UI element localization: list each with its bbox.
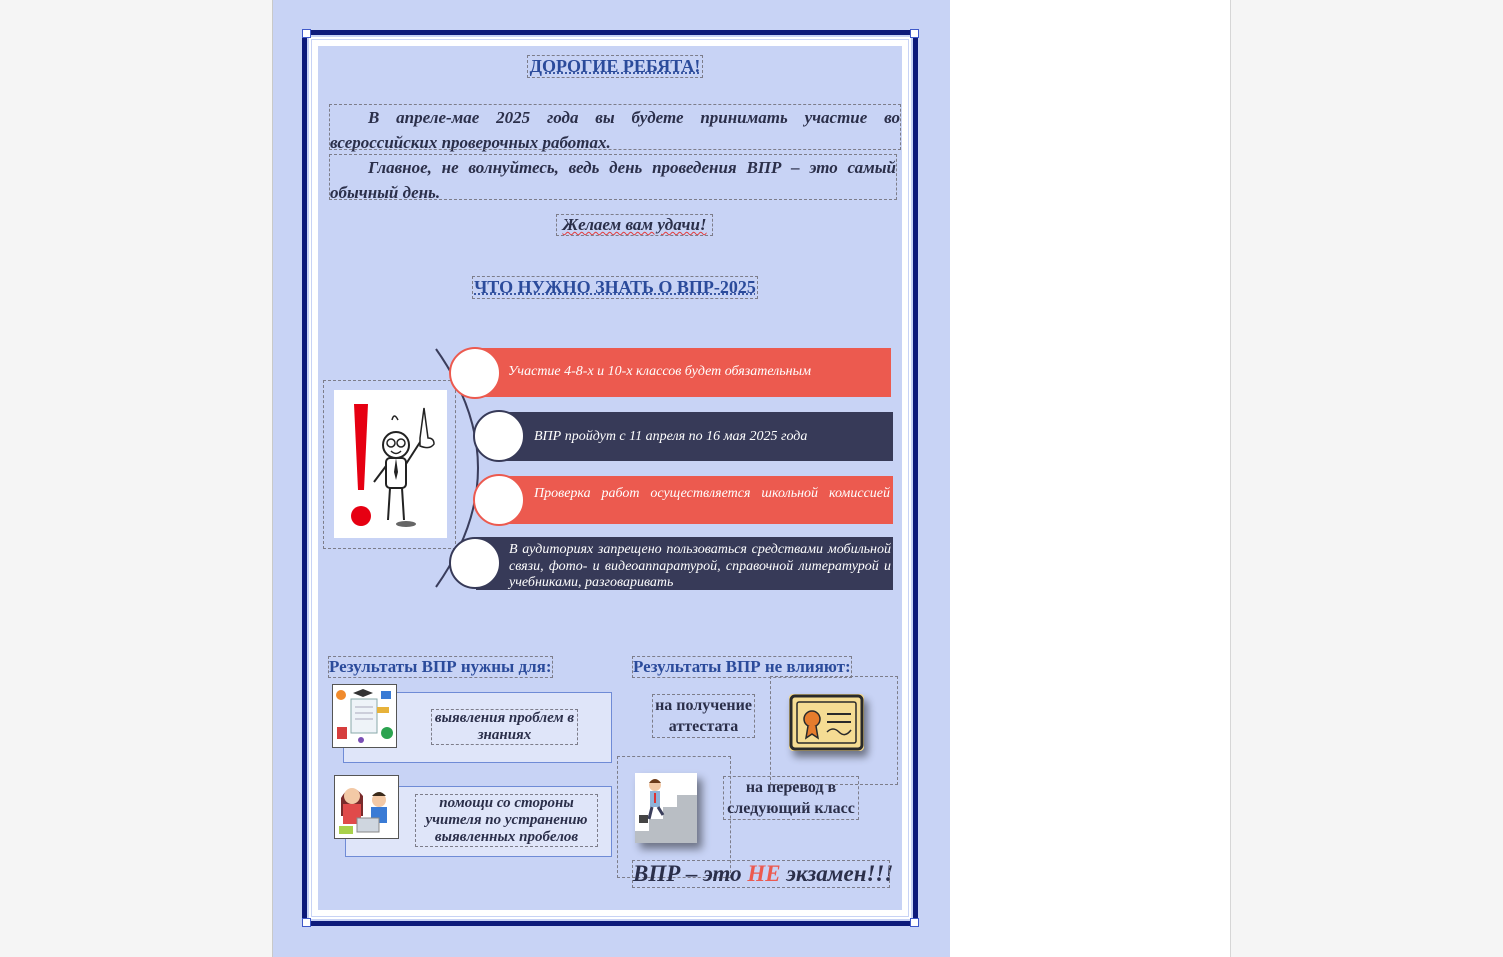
- info-item-4-text: В аудиториях запрещено пользоваться средствами мобильной связи, фото- и видеоаппаратурой, справочной литературой и учебниками, разговаривать: [509, 542, 891, 590]
- stairs-climb-icon: [635, 773, 697, 843]
- wish-text: Желаем вам удачи!: [557, 215, 712, 235]
- teacher-student-icon: [334, 775, 399, 839]
- results-no-effect-title: Результаты ВПР не влияют:: [633, 657, 851, 676]
- info-item-3-marker: [473, 474, 525, 526]
- slogan-prefix: ВПР – это: [633, 861, 748, 886]
- slogan-suffix: экзамен!!!: [780, 861, 894, 886]
- info-item-4[interactable]: [476, 537, 893, 590]
- intro-paragraph-1-text: В апреле-мае 2025 года вы будете принимать участие во всероссийских проверочных работах.: [330, 108, 900, 152]
- slogan: [633, 861, 894, 887]
- education-collage-icon: [332, 684, 397, 748]
- info-item-1[interactable]: [478, 348, 891, 397]
- info-item-2-marker: [473, 410, 525, 462]
- resize-handle-top-left[interactable]: [302, 29, 311, 38]
- info-item-3[interactable]: [500, 476, 893, 524]
- page-title: ДОРОГИЕ РЕБЯТА!: [529, 56, 701, 76]
- info-item-4-marker: [449, 537, 501, 589]
- info-item-3-text: Проверка работ осуществляется школьной комиссией: [534, 486, 890, 501]
- results-needed-title: Результаты ВПР нужны для:: [329, 657, 552, 676]
- info-item-2[interactable]: [500, 412, 893, 461]
- resize-handle-bottom-left[interactable]: [302, 918, 311, 927]
- resize-handle-top-right[interactable]: [910, 29, 919, 38]
- intro-paragraph-2-text: Главное, не волнуйтесь, ведь день проведения ВПР – это самый обычный день.: [330, 158, 896, 202]
- adjacent-page[interactable]: [950, 0, 1231, 957]
- resize-handle-bottom-right[interactable]: [910, 918, 919, 927]
- exclamation-man-icon: [334, 390, 447, 538]
- info-item-1-marker: [449, 347, 501, 399]
- intro-paragraph-2[interactable]: [330, 155, 896, 202]
- results-needed-item-1: выявления проблем в знаниях: [432, 710, 577, 744]
- results-no-effect-item-1: на получение аттестата: [653, 695, 754, 737]
- certificate-icon: [789, 694, 864, 751]
- info-item-1-text: Участие 4-8-х и 10-х классов будет обязательным: [508, 364, 812, 379]
- info-item-2-text: ВПР пройдут с 11 апреля по 16 мая 2025 года: [534, 429, 808, 444]
- slogan-highlight: НЕ: [747, 861, 781, 886]
- section-title: ЧТО НУЖНО ЗНАТЬ О ВПР-2025: [474, 277, 756, 297]
- results-needed-item-2: помощи со стороны учителя по устранению выявленных пробелов: [416, 795, 597, 846]
- intro-paragraph-1[interactable]: [330, 105, 900, 152]
- results-no-effect-item-2: на перевод в следующий класс: [724, 777, 858, 819]
